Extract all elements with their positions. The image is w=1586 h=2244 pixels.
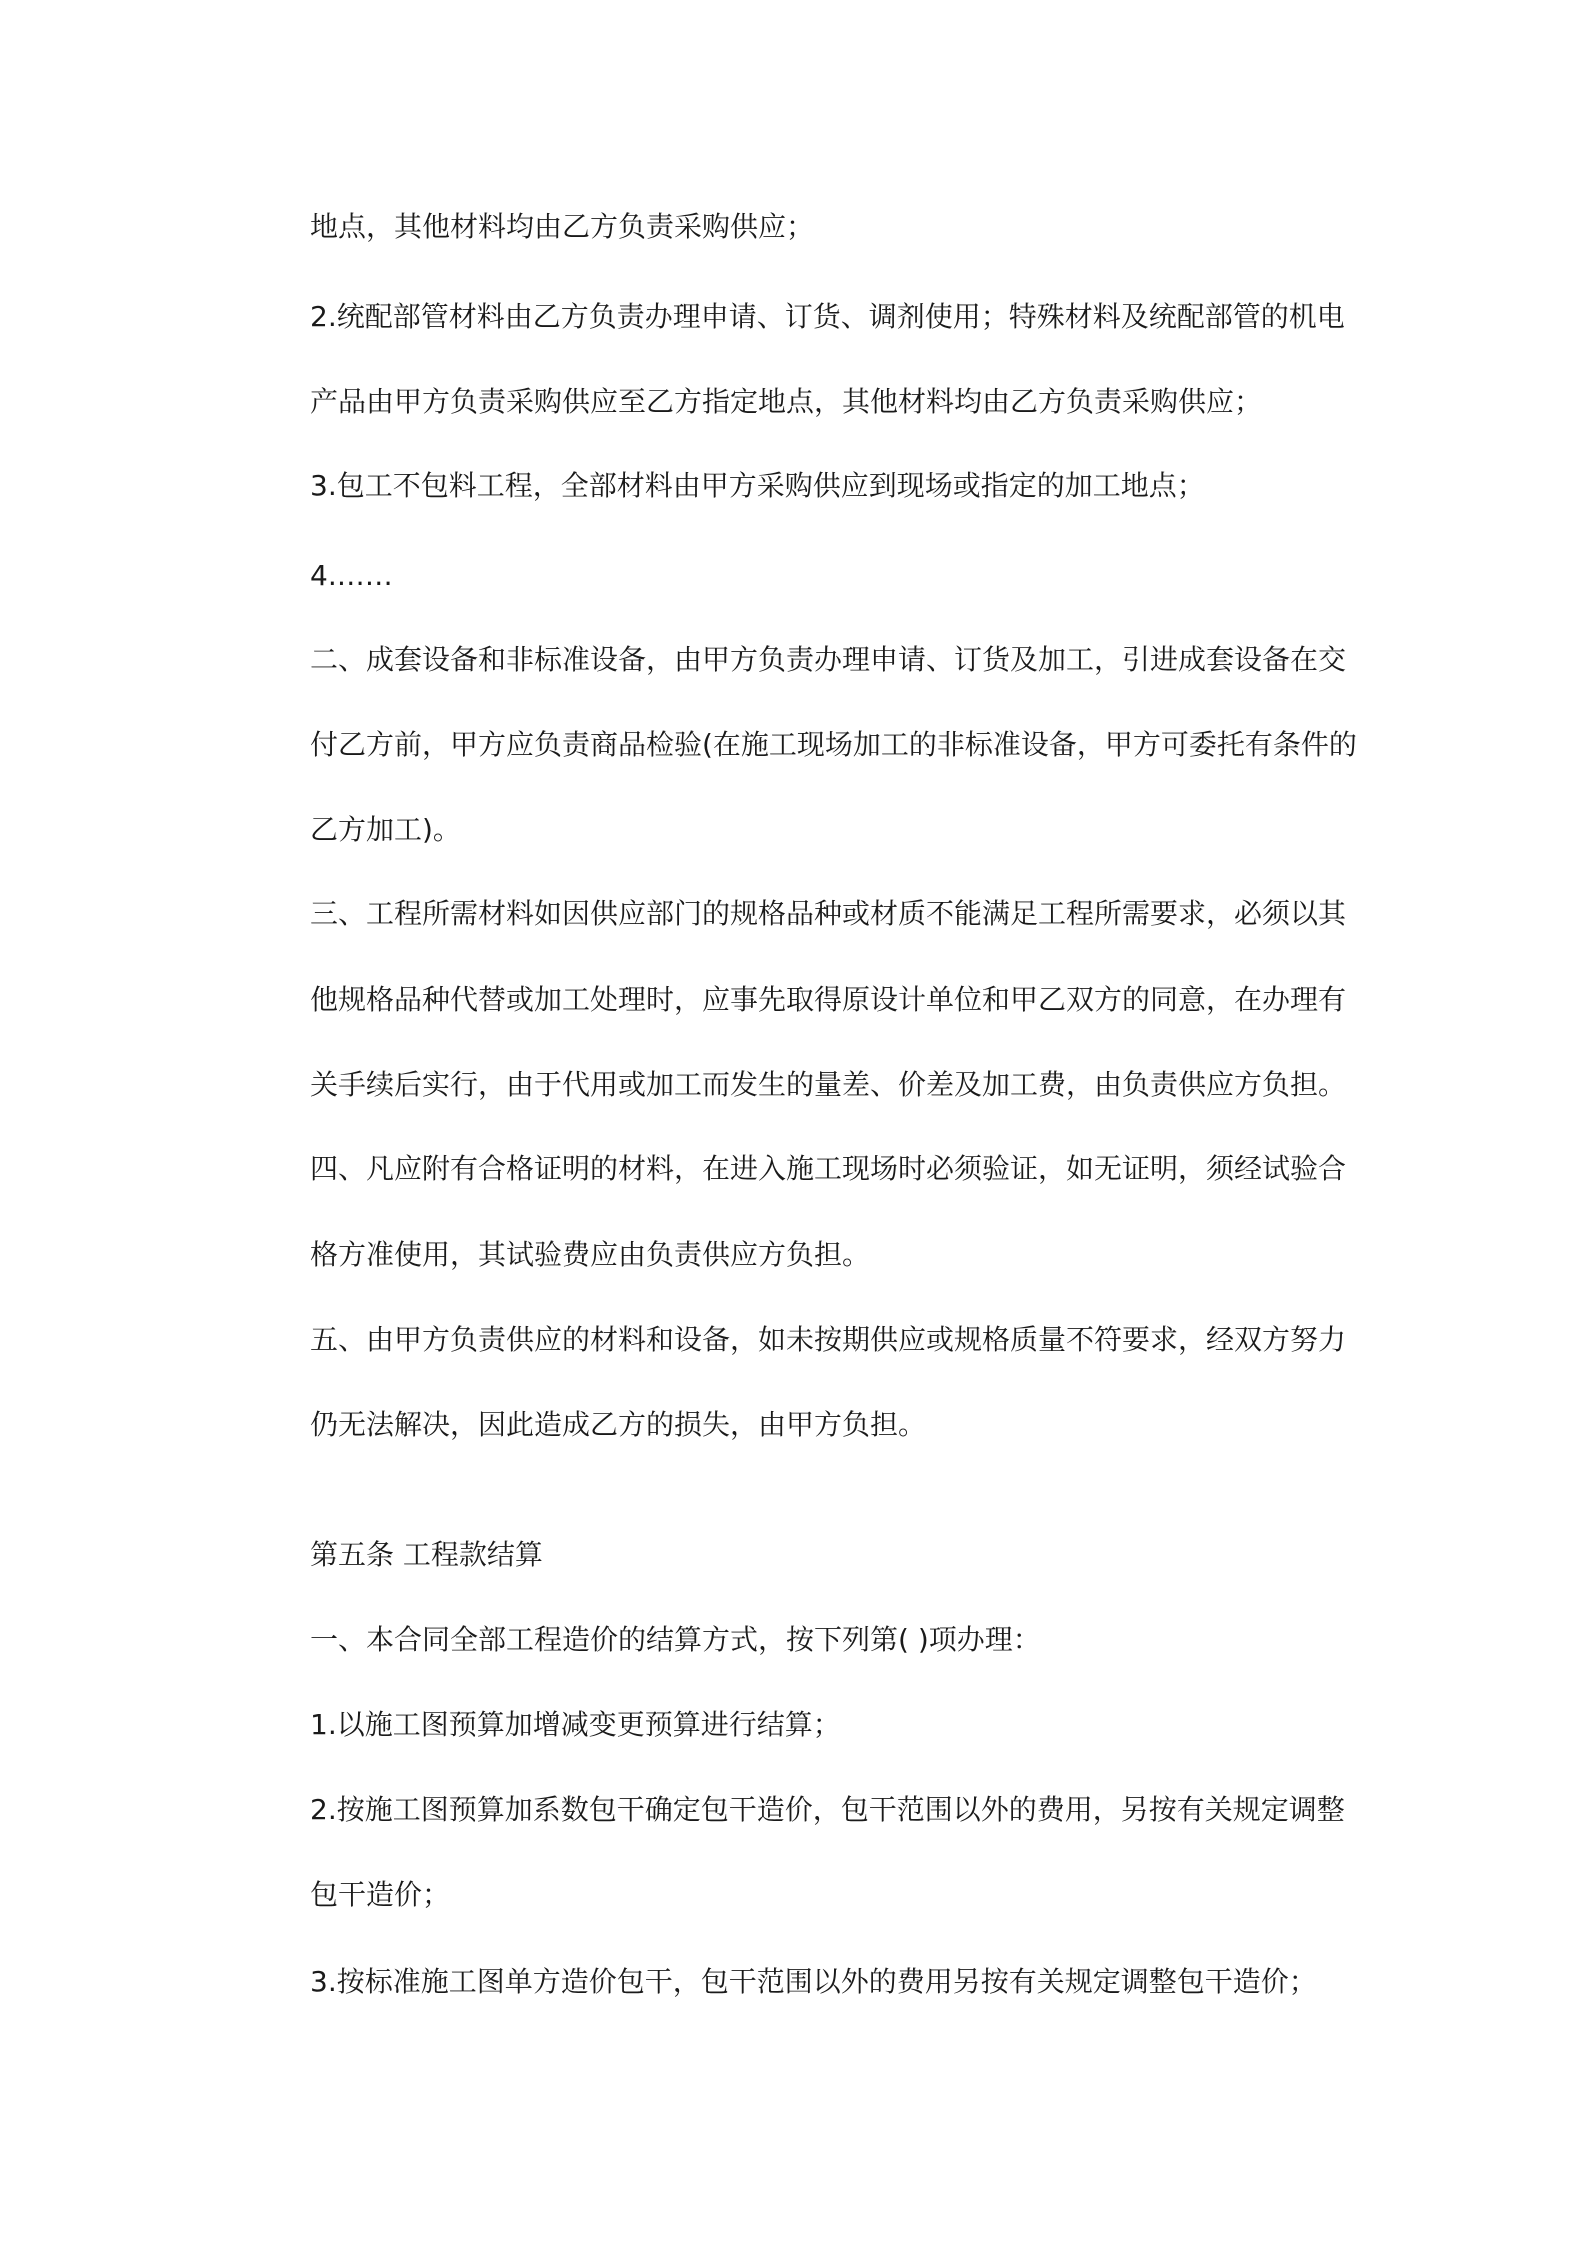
text-line: 四、凡应附有合格证明的材料，在进入施工现场时必须验证，如无证明，须经试验合 xyxy=(310,1152,1347,1185)
text-line: 2.统配部管材料由乙方负责办理申请、订货、调剂使用；特殊材料及统配部管的机电 xyxy=(310,300,1345,333)
text-line: 2.按施工图预算加系数包干确定包干造价，包干范围以外的费用，另按有关规定调整 xyxy=(310,1793,1345,1826)
text-line: 乙方加工)。 xyxy=(310,813,461,846)
section-heading: 第五条 工程款结算 xyxy=(310,1538,543,1571)
text-line: 一、本合同全部工程造价的结算方式，按下列第( )项办理： xyxy=(310,1623,1041,1656)
text-line: 包干造价； xyxy=(310,1878,451,1911)
text-line: 五、由甲方负责供应的材料和设备，如未按期供应或规格质量不符要求，经双方努力 xyxy=(310,1323,1347,1356)
text-line: 地点，其他材料均由乙方负责采购供应； xyxy=(310,210,815,243)
text-line: 他规格品种代替或加工处理时，应事先取得原设计单位和甲乙双方的同意，在办理有 xyxy=(310,983,1347,1016)
text-line: 付乙方前，甲方应负责商品检验(在施工现场加工的非标准设备，甲方可委托有条件的 xyxy=(310,728,1357,761)
text-line: 仍无法解决，因此造成乙方的损失，由甲方负担。 xyxy=(310,1408,927,1441)
text-line: 二、成套设备和非标准设备，由甲方负责办理申请、订货及加工，引进成套设备在交 xyxy=(310,643,1347,676)
text-line: 3.包工不包料工程，全部材料由甲方采购供应到现场或指定的加工地点； xyxy=(310,469,1205,502)
text-line: 1.以施工图预算加增减变更预算进行结算； xyxy=(310,1708,841,1741)
text-line: 4.…… xyxy=(310,559,393,592)
text-line: 关手续后实行，由于代用或加工而发生的量差、价差及加工费，由负责供应方负担。 xyxy=(310,1068,1347,1101)
text-line: 格方准使用，其试验费应由负责供应方负担。 xyxy=(310,1238,871,1271)
text-line: 3.按标准施工图单方造价包干，包干范围以外的费用另按有关规定调整包干造价； xyxy=(310,1965,1317,1998)
text-line: 三、工程所需材料如因供应部门的规格品种或材质不能满足工程所需要求，必须以其 xyxy=(310,897,1347,930)
text-line: 产品由甲方负责采购供应至乙方指定地点，其他材料均由乙方负责采购供应； xyxy=(310,385,1263,418)
